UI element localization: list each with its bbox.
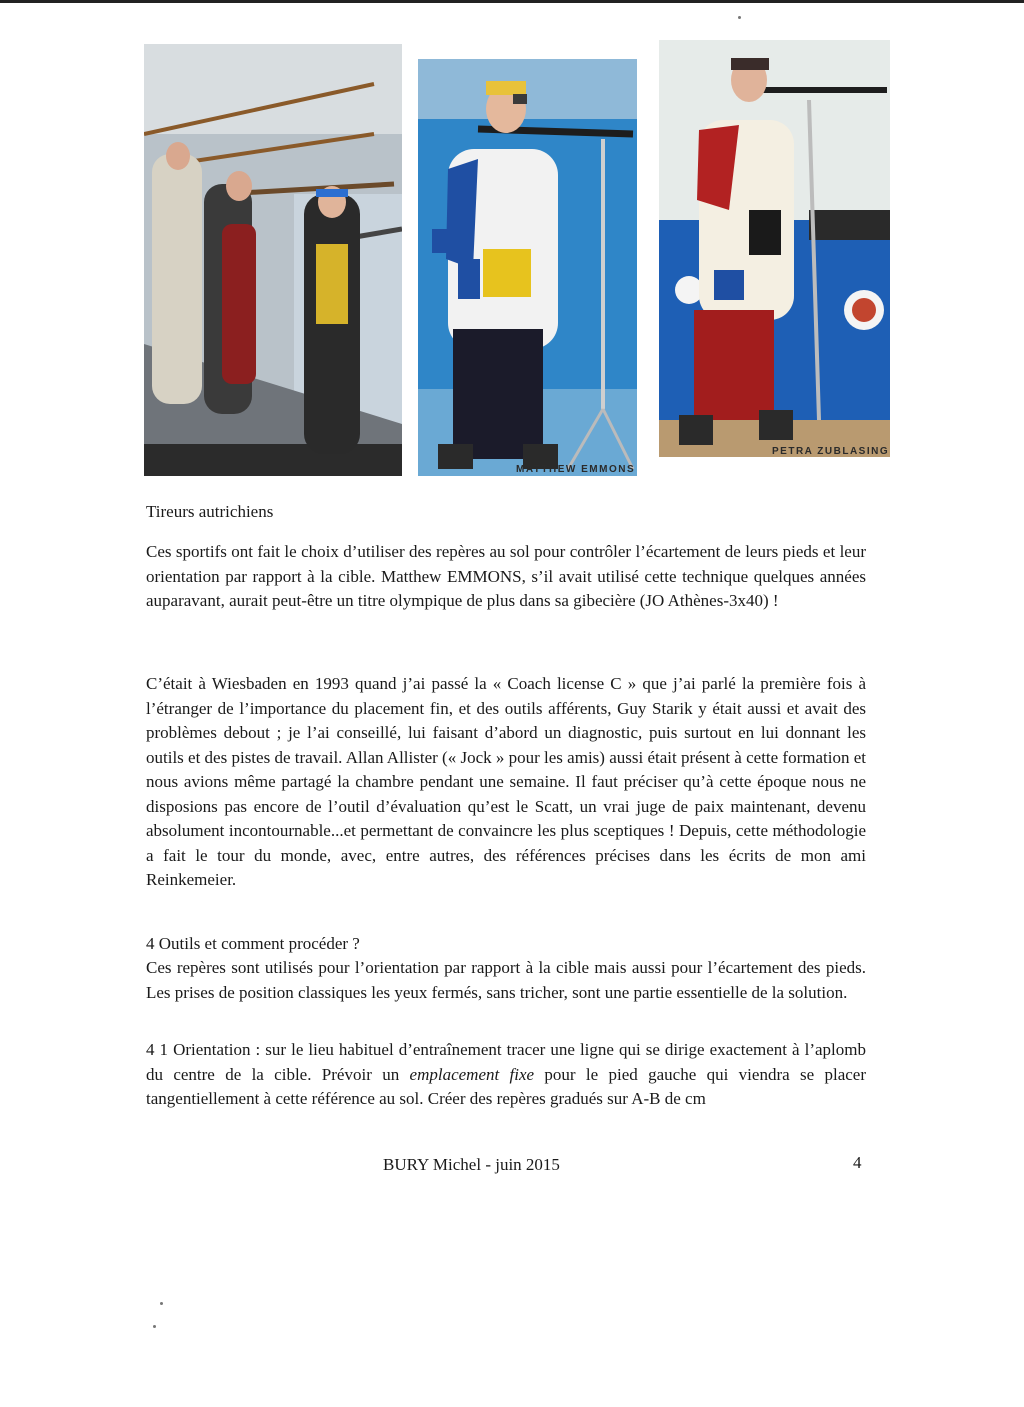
scan-edge [0, 0, 1024, 3]
scan-speck [153, 1325, 156, 1328]
paragraph-1-text: Ces sportifs ont fait le choix d’utiliser des repères au sol pour contrôler l’écartement de leurs pieds et leur orientation par rapport à la cible. Matthew EMMONS, s’il avait utilisé cette technique quelques années auparavant, aurait peut-être un titre olympique de plus dans sa gibecière (JO Athènes-3x40) ! [146, 542, 866, 610]
paragraph-2-text: C’était à Wiesbaden en 1993 quand j’ai passé la « Coach license C » que j’ai parlé la première fois à l’étranger de l’importance du placement fin, et des outils afférents, Guy Starik y était aussi et avait des problèmes debout ; je l’ai conseillé, lui faisant d’abord un diagnostic, puis surtout en lui donnant les outils et des pistes de travail. Allan Allister (« Jock » pour les amis) aussi était présent à cette formation et nous avions même partagé la chambre pendant une semaine. Il faut préciser qu’à cette époque nous ne disposions pas encore de l’outil d’évaluation qu’est le Scatt, un vrai juge de paix maintenant, devenu absolument incontournable...et permettant de convaincre les plus sceptiques ! Depuis, cette méthodologie a fait le tour du monde, avec, entre autres, des références précises dans les écrits de mon ami Reinkemeier. [146, 674, 866, 889]
paragraph-2 [146, 672, 866, 893]
paragraph-3-text: Ces repères sont utilisés pour l’orientation par rapport à la cible mais aussi pour l’écartement des pieds. Les prises de position classiques les yeux fermés, sans tricher, sont une partie essentielle de la solution. [146, 958, 866, 1002]
scan-speck [160, 1302, 163, 1305]
photo-austrian-shooters [144, 44, 402, 476]
heading-tireurs-autrichiens [146, 500, 866, 525]
section-title-text: 4 Outils et comment procéder ? [146, 934, 360, 953]
heading-text: Tireurs autrichiens [146, 502, 274, 521]
paragraph-4-text [146, 1038, 866, 1112]
paragraph-3 [146, 956, 866, 1005]
photo-petra-zublasing [659, 40, 890, 457]
paragraph-4 [146, 1038, 866, 1112]
footer-author-date: BURY Michel - juin 2015 [383, 1155, 560, 1174]
paragraph-1 [146, 540, 866, 614]
paragraph-4-start: 4 1 Orientation : sur le lieu habituel d’entraînement tracer une ligne qui se dirige exactement à l’aplomb du centre de la cible. Prévoir un [146, 1040, 866, 1084]
paragraph-4-end: pour le pied gauche qui viendra se placer tangentiellement à cette référence au sol. Créer des repères gradués sur A-B de cm [146, 1064, 867, 1108]
section-title [146, 932, 866, 957]
scan-speck [738, 16, 741, 19]
page-number: 4 [853, 1153, 862, 1172]
photo-matthew-emmons [418, 59, 637, 476]
caption-matthew-emmons: MATTHEW EMMONS [516, 464, 636, 475]
paragraph-4-emphasis: emplacement fixe [409, 1064, 535, 1084]
caption-petra-zublasing: PETRA ZUBLASING [772, 446, 890, 457]
